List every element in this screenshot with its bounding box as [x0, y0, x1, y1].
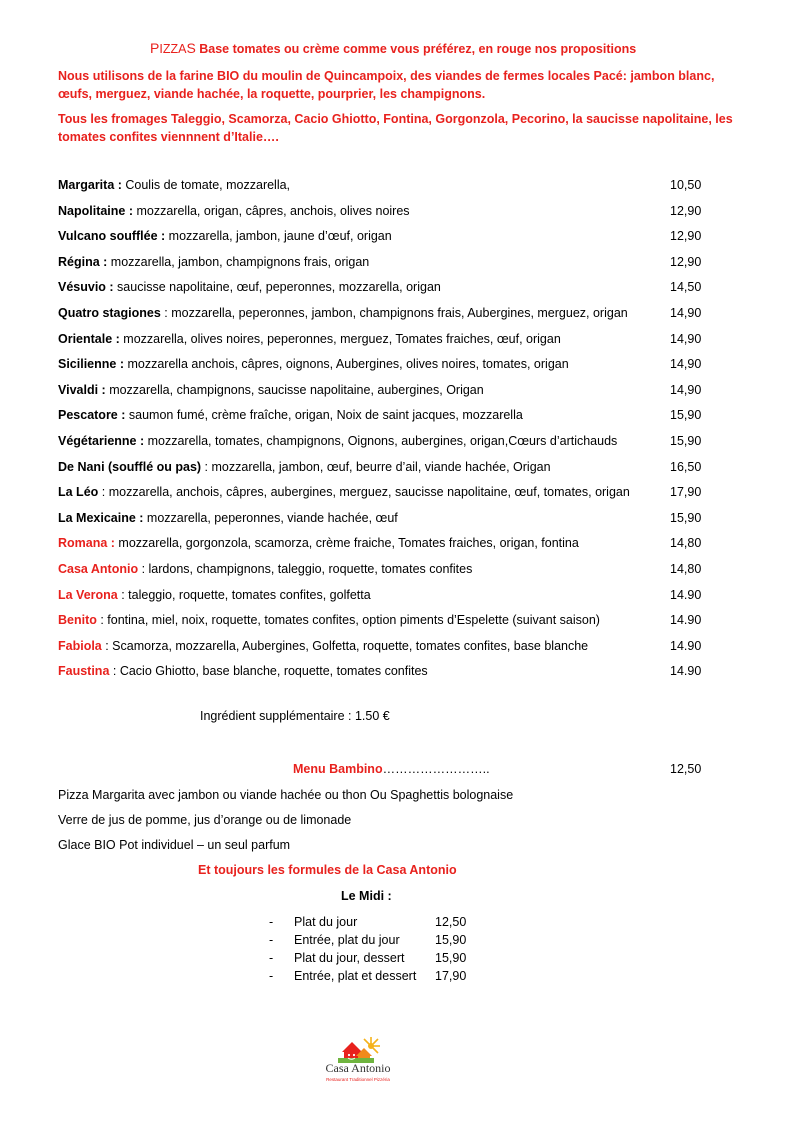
pizza-name: Orientale :	[58, 331, 120, 346]
pizza-row	[58, 639, 708, 665]
pizza-price: 14,90	[670, 305, 702, 320]
pizza-row	[58, 588, 708, 614]
logo-name: Casa Antonio	[325, 1061, 391, 1075]
formule-dash: -	[269, 933, 274, 947]
pizza-row	[58, 332, 708, 358]
pizza-name: Quatro stagiones	[58, 305, 161, 320]
title-rest: Base tomates ou crème comme vous préférez, en rouge nos propositions	[195, 42, 637, 56]
extra-ingredient: Ingrédient supplémentaire : 1.50 €	[200, 709, 390, 723]
pizza-row	[58, 434, 708, 460]
pizza-row	[58, 357, 708, 383]
pizza-name: Vivaldi :	[58, 382, 106, 397]
pizza-name: Margarita :	[58, 178, 122, 192]
pizza-text	[58, 588, 371, 602]
pizza-price: 14,80	[670, 561, 702, 576]
pizza-text	[58, 485, 630, 499]
pizza-row	[58, 613, 708, 639]
pizza-text	[58, 613, 600, 627]
pizza-ingredients: mozzarella anchois, câpres, oignons, Aubergines, olives noires, tomates, origan	[124, 357, 569, 372]
pizza-name: Vésuvio :	[58, 280, 114, 295]
formule-label: Plat du jour, dessert	[294, 951, 405, 965]
pizza-price: 14.90	[670, 587, 702, 602]
pizza-ingredients: saumon fumé, crème fraîche, origan, Noix de saint jacques, mozzarella	[125, 408, 523, 423]
pizza-row	[58, 255, 708, 281]
pizza-row	[58, 460, 708, 486]
pizza-text	[58, 332, 561, 346]
pizza-row	[58, 383, 708, 409]
formule-label: Entrée, plat et dessert	[294, 969, 417, 983]
title-letter-p: P	[150, 40, 160, 56]
intro-farine: Nous utilisons de la farine BIO du moulin de Quincampoix, des viandes de fermes locales Pacé: jambon blanc, œufs, merguez, viande hachée, la roquette, pourprier, les champignons.	[58, 69, 715, 101]
pizza-row	[58, 664, 708, 690]
pizza-row	[58, 204, 708, 230]
pizza-row	[58, 408, 708, 434]
pizza-ingredients: : lardons, champignons, taleggio, roquette, tomates confites	[138, 561, 473, 576]
formule-label: Entrée, plat du jour	[294, 933, 400, 947]
pizza-ingredients: : mozzarella, jambon, œuf, beurre d’ail, viande hachée, Origan	[201, 459, 551, 474]
pizza-price: 14.90	[670, 664, 702, 679]
casa-antonio-logo	[316, 1034, 400, 1090]
pizza-text	[58, 204, 410, 218]
pizza-text	[58, 178, 290, 192]
menu-title	[150, 40, 636, 56]
formule-dash: -	[269, 951, 274, 965]
pizza-row	[58, 536, 708, 562]
title-letter-s: S	[186, 40, 196, 56]
bambino-line: Verre de jus de pomme, jus d’orange ou de limonade	[58, 813, 352, 827]
bambino-line: Glace BIO Pot individuel – un seul parfum	[58, 838, 291, 852]
pizza-text	[58, 408, 523, 422]
pizza-name: Napolitaine :	[58, 203, 134, 218]
formule-dash: -	[269, 915, 274, 929]
pizza-row	[58, 562, 708, 588]
pizza-row	[58, 511, 708, 537]
pizza-ingredients: mozzarella, jambon, jaune d’œuf, origan	[165, 229, 392, 244]
pizza-name: La Mexicaine :	[58, 510, 144, 525]
pizza-ingredients: mozzarella, champignons, saucisse napolitaine, aubergines, Origan	[105, 382, 484, 397]
pizza-text	[58, 664, 428, 678]
formule-price: 12,50	[435, 915, 467, 929]
pizza-ingredients: : fontina, miel, noix, roquette, tomates confites, option piments d’Espelette (suivant saison)	[96, 613, 600, 628]
pizza-text	[58, 639, 588, 653]
intro-fromages: Tous les fromages Taleggio, Scamorza, Cacio Ghiotto, Fontina, Gorgonzola, Pecorino, la saucisse napolitaine, les tomates confites viennnent d’Italie….	[58, 112, 733, 144]
pizza-ingredients: mozzarella, tomates, champignons, Oignons, aubergines, origan,Cœurs d’artichauds	[144, 433, 618, 448]
pizza-row	[58, 306, 708, 332]
pizza-name: Végétarienne :	[58, 433, 145, 448]
pizza-text	[58, 383, 484, 397]
pizza-ingredients: mozzarella, origan, câpres, anchois, olives noires	[133, 203, 410, 218]
menu-bambino-price: 12,50	[670, 762, 702, 776]
pizza-price: 10,50	[670, 178, 702, 192]
pizza-price: 15,90	[670, 433, 702, 448]
pizza-ingredients: mozzarella, jambon, champignons frais, origan	[107, 254, 370, 269]
pizza-price: 14,90	[670, 382, 702, 397]
pizza-text	[58, 536, 579, 550]
formule-label: Plat du jour	[294, 915, 358, 929]
pizza-text	[58, 280, 441, 294]
midi-heading: Le Midi :	[341, 889, 392, 903]
pizza-price: 14,50	[670, 280, 702, 295]
pizza-ingredients: mozzarella, gorgonzola, scamorza, crème fraiche, Tomates fraiches, origan, fontina	[114, 536, 579, 551]
formule-price: 15,90	[435, 951, 467, 965]
pizza-name: Benito	[58, 613, 97, 628]
pizza-name: Casa Antonio	[58, 561, 139, 576]
pizza-ingredients: saucisse napolitaine, œuf, peperonnes, mozzarella, origan	[113, 280, 441, 295]
pizza-row	[58, 485, 708, 511]
pizza-name: Régina :	[58, 254, 108, 269]
formules-title: Et toujours les formules de la Casa Antonio	[198, 863, 457, 877]
pizza-name: Faustina	[58, 664, 110, 679]
bambino-line: Pizza Margarita avec jambon ou viande hachée ou thon Ou Spaghettis bolognaise	[58, 788, 514, 802]
pizza-name: De Nani (soufflé ou pas)	[58, 459, 202, 474]
menu-bambino-heading	[293, 762, 490, 776]
pizza-ingredients: : Cacio Ghiotto, base blanche, roquette, tomates confites	[109, 664, 428, 679]
pizza-price: 14.90	[670, 638, 702, 653]
logo-subtitle: Restaurant Traditionnel Pizzéria	[326, 1077, 390, 1082]
pizza-name: La Verona	[58, 587, 118, 602]
pizza-text	[58, 357, 569, 371]
pizza-row	[58, 178, 708, 204]
pizza-text	[58, 255, 369, 269]
pizza-list	[58, 178, 708, 690]
pizza-price: 15,90	[670, 408, 702, 423]
pizza-row	[58, 229, 708, 255]
pizza-name: Romana :	[58, 536, 115, 551]
formule-dash: -	[269, 969, 274, 983]
formule-price: 17,90	[435, 969, 467, 983]
menu-bambino-dots: ……………………..	[382, 762, 490, 776]
pizza-name: Sicilienne :	[58, 357, 124, 372]
formule-price: 15,90	[435, 933, 467, 947]
title-letters-izza: IZZA	[159, 42, 187, 56]
pizza-text	[58, 306, 628, 320]
pizza-text	[58, 562, 472, 576]
pizza-price: 12,90	[670, 203, 702, 218]
pizza-text	[58, 511, 398, 525]
pizza-ingredients: Coulis de tomate, mozzarella,	[121, 178, 291, 192]
pizza-row	[58, 280, 708, 306]
pizza-ingredients: : taleggio, roquette, tomates confites, golfetta	[117, 587, 371, 602]
pizza-price: 12,90	[670, 229, 702, 244]
pizza-text	[58, 460, 551, 474]
pizza-ingredients: : Scamorza, mozzarella, Aubergines, Golfetta, roquette, tomates confites, base blanche	[101, 638, 589, 653]
pizza-name: Pescatore :	[58, 408, 126, 423]
pizza-price: 12,90	[670, 254, 702, 269]
pizza-ingredients: mozzarella, peperonnes, viande hachée, œuf	[143, 510, 398, 525]
pizza-price: 17,90	[670, 485, 702, 500]
pizza-price: 15,90	[670, 510, 702, 525]
pizza-name: Vulcano soufflée :	[58, 229, 166, 244]
pizza-name: La Léo	[58, 485, 99, 500]
pizza-price: 14,90	[670, 357, 702, 372]
house-sun-icon	[316, 1034, 400, 1064]
pizza-ingredients: mozzarella, olives noires, peperonnes, merguez, Tomates fraiches, œuf, origan	[119, 331, 561, 346]
pizza-price: 14,80	[670, 536, 702, 551]
pizza-ingredients: : mozzarella, peperonnes, jambon, champignons frais, Aubergines, merguez, origan	[160, 305, 628, 320]
menu-bambino-title: Menu Bambino	[293, 762, 383, 776]
pizza-price: 16,50	[670, 459, 702, 474]
pizza-price: 14,90	[670, 331, 702, 346]
pizza-price: 14.90	[670, 613, 702, 628]
pizza-text	[58, 229, 392, 243]
pizza-text	[58, 434, 617, 448]
pizza-ingredients: : mozzarella, anchois, câpres, aubergines, merguez, saucisse napolitaine, œuf, tomates, origan	[98, 485, 630, 500]
pizza-name: Fabiola	[58, 638, 102, 653]
